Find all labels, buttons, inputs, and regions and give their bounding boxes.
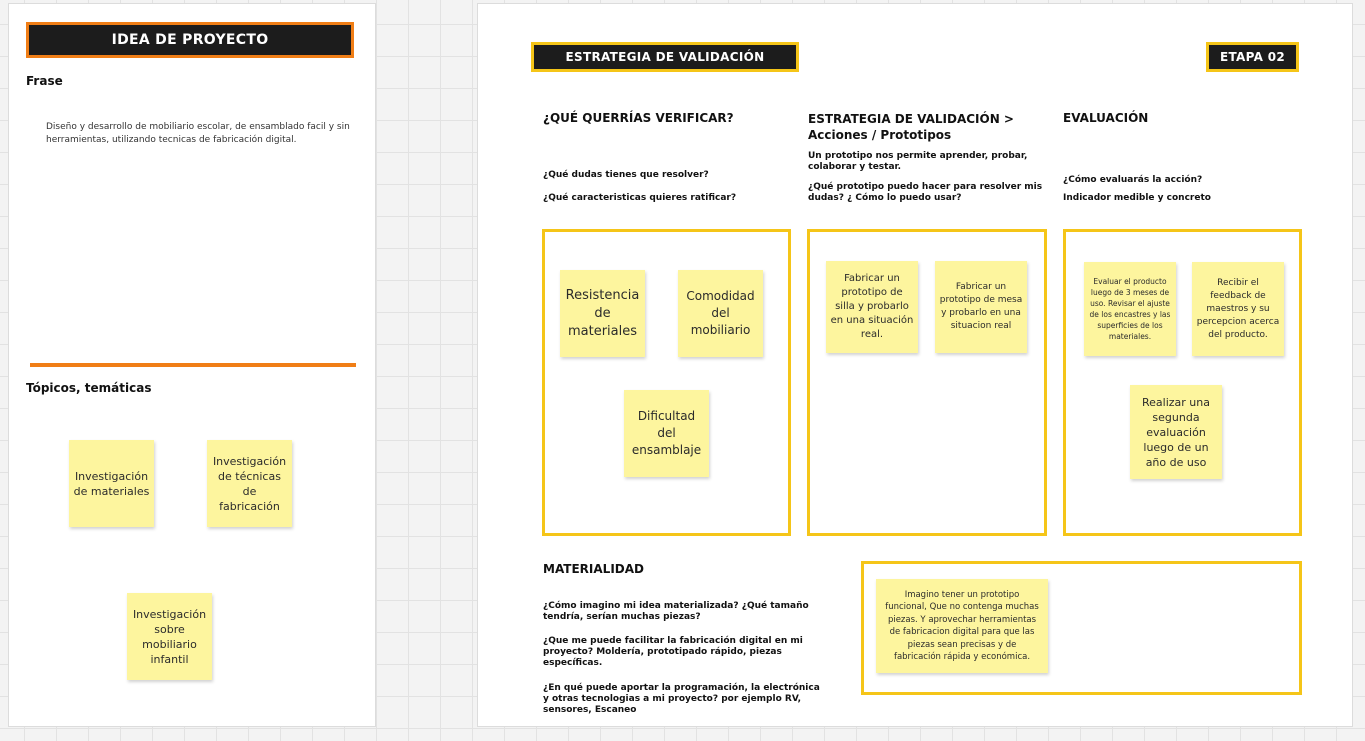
sticky-note[interactable]: Dificultad del ensamblaje xyxy=(624,390,709,477)
sticky-note[interactable]: Recibir el feedback de maestros y su percepcion acerca del producto. xyxy=(1192,262,1284,356)
sticky-note[interactable]: Evaluar el producto luego de 3 meses de uso. Revisar el ajuste de los encastres y las superficies de los materiales. xyxy=(1084,262,1176,356)
sticky-note[interactable]: Realizar una segunda evaluación luego de un año de uso xyxy=(1130,385,1222,479)
sticky-note[interactable]: Resistencia de materiales xyxy=(560,270,645,357)
section-divider xyxy=(30,363,356,367)
col2-question-2: ¿Qué prototipo puedo hacer para resolver mis dudas? ¿ Cómo lo puedo usar? xyxy=(808,182,1043,203)
sticky-note[interactable]: Fabricar un prototipo de mesa y probarlo en una situacion real xyxy=(935,261,1027,353)
col2-title: ESTRATEGIA DE VALIDACIÓN > Acciones / Prototipos xyxy=(808,112,1014,142)
materialidad-question-3: ¿En qué puede aportar la programación, la electrónica y otras tecnologias a mi proyecto? por ejemplo RV, sensores, Escaneo xyxy=(543,683,820,715)
col1-question-2: ¿Qué caracteristicas quieres ratificar? xyxy=(543,193,737,203)
frase-label: Frase xyxy=(26,74,63,88)
validation-banner xyxy=(531,42,799,72)
sticky-note[interactable]: Investigación de materiales xyxy=(69,440,154,527)
col2-question-1: Un prototipo nos permite aprender, probar, colaborar y testar. xyxy=(808,151,1028,172)
col1-question-1: ¿Qué dudas tienes que resolver? xyxy=(543,170,709,180)
materialidad-question-1: ¿Cómo imagino mi idea materializada? ¿Qué tamaño tendría, serían muchas piezas? xyxy=(543,601,809,622)
stage-badge-label: ETAPA 02 xyxy=(1220,50,1285,64)
col3-title: EVALUACIÓN xyxy=(1063,111,1149,125)
col3-question-1: ¿Cómo evaluarás la acción? xyxy=(1063,175,1203,185)
sticky-note[interactable]: Fabricar un prototipo de silla y probarlo en una situación real. xyxy=(826,261,918,353)
validation-banner-label: ESTRATEGIA DE VALIDACIÓN xyxy=(565,50,765,64)
sticky-note[interactable]: Comodidad del mobiliario xyxy=(678,270,763,357)
topics-label: Tópicos, temáticas xyxy=(26,381,152,395)
idea-banner-label: IDEA DE PROYECTO xyxy=(111,32,269,48)
idea-banner xyxy=(26,22,354,58)
validation-frame[interactable] xyxy=(477,3,1353,727)
sticky-note[interactable]: Investigación sobre mobiliario infantil xyxy=(127,593,212,680)
stage-badge xyxy=(1206,42,1299,72)
materialidad-title: MATERIALIDAD xyxy=(543,562,644,576)
frase-text: Diseño y desarrollo de mobiliario escolar, de ensamblado facil y sin herramientas, utilizando tecnicas de fabricación digital. xyxy=(46,122,350,145)
idea-frame[interactable] xyxy=(8,3,376,727)
col1-title: ¿QUÉ QUERRÍAS VERIFICAR? xyxy=(543,111,734,125)
sticky-note[interactable]: Investigación de técnicas de fabricación xyxy=(207,440,292,527)
sticky-note[interactable]: Imagino tener un prototipo funcional, Que no contenga muchas piezas. Y aprovechar herramientas de fabricacion digital para que las piezas sean precisas y de fabricación rápida y económica. xyxy=(876,579,1048,673)
materialidad-question-2: ¿Que me puede facilitar la fabricación digital en mi proyecto? Moldería, prototipado rápido, piezas específicas. xyxy=(543,636,803,668)
col3-question-2: Indicador medible y concreto xyxy=(1063,193,1211,203)
